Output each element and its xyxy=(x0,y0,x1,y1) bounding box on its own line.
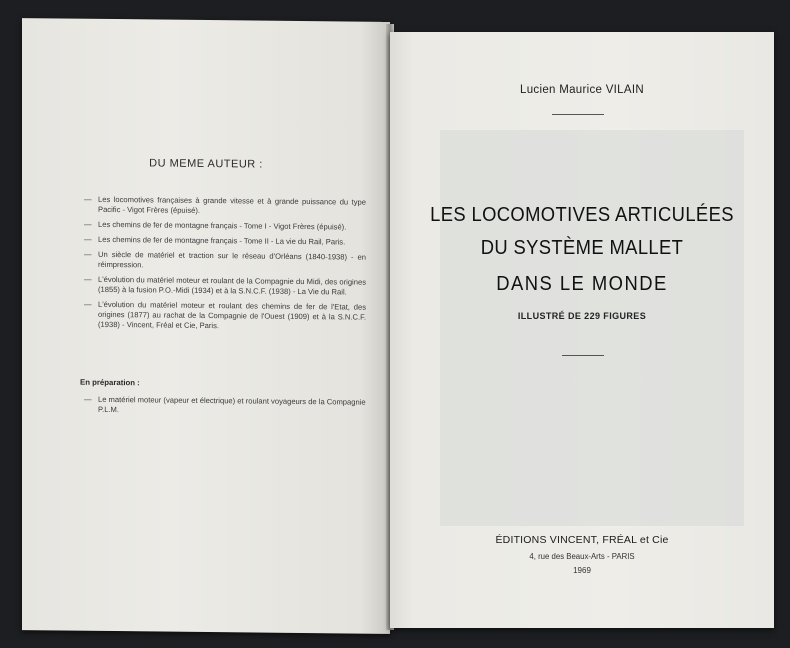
divider xyxy=(552,114,604,115)
book-title-line: DU SYSTÈME MALLET xyxy=(480,237,684,259)
in-preparation-heading: En préparation : xyxy=(80,377,140,388)
other-works-heading: DU MEME AUTEUR : xyxy=(149,157,263,171)
list-item: — Les chemins de fer de montagne français - Tome I - Vigot Frères (épuisé). xyxy=(84,220,366,233)
book-title-line: LES LOCOMOTIVES ARTICULÉES xyxy=(430,204,734,226)
list-item: — L'évolution du matériel moteur et roulant des chemins de fer de l'Etat, des origines (1877) au rachat de la Compagnie de l'Ouest (1909) et à la S.N.C.F. (1938) - Vincent, Fréal et Cie, Paris. xyxy=(84,300,366,333)
title-page xyxy=(390,32,774,628)
book-subtitle: ILLUSTRÉ DE 229 FIGURES xyxy=(517,311,647,321)
divider xyxy=(562,355,604,356)
publication-year: 1969 xyxy=(573,566,591,575)
show-through-plate xyxy=(440,130,744,526)
list-item: — Les chemins de fer de montagne français - Tome II - La vie du Rail, Paris. xyxy=(84,235,366,248)
in-preparation-list xyxy=(84,395,366,418)
list-item: — L'évolution du matériel moteur et roulant de la Compagnie du Midi, des origines (1855) à la fusion P.O.-Midi (1934) et à la S.N.C.F. (1938) - La Vie du Rail. xyxy=(84,275,366,298)
list-item: — Un siècle de matériel et traction sur le réseau d'Orléans (1840-1938) - en réimpression. xyxy=(84,250,366,273)
left-page xyxy=(22,18,390,634)
book-title-line: DANS LE MONDE xyxy=(496,273,668,295)
publisher-name: ÉDITIONS VINCENT, FRÉAL et Cie xyxy=(495,534,669,546)
author-name: Lucien Maurice VILAIN xyxy=(520,84,644,96)
other-works-list xyxy=(84,195,366,338)
publisher-address: 4, rue des Beaux-Arts - PARIS xyxy=(529,552,635,561)
list-item: — Les locomotives françaises à grande vitesse et à grande puissance du type Pacific - Vigot Frères (épuisé). xyxy=(84,195,366,218)
list-item: — Le matériel moteur (vapeur et électrique) et roulant voyageurs de la Compagnie P.L.M. xyxy=(84,395,366,418)
